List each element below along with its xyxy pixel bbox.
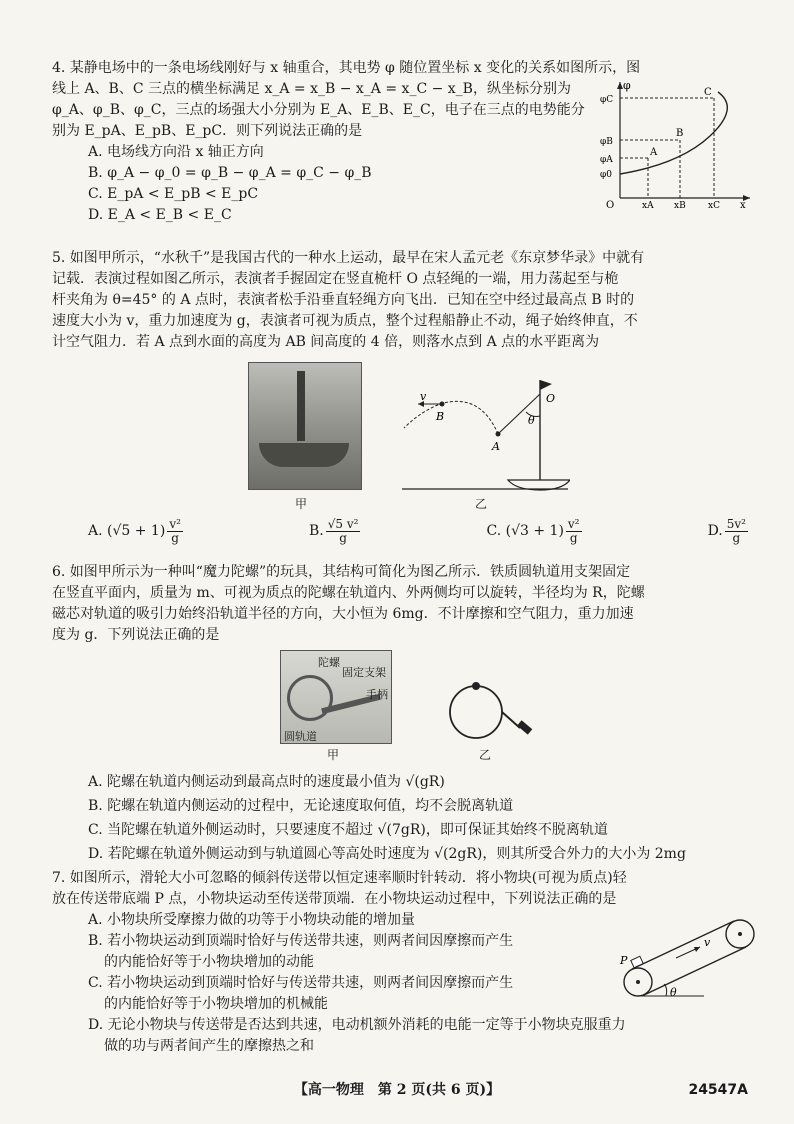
q6-option-c[interactable]: C. 当陀螺在轨道外侧运动时，只要速度不超过 √(7gR)，即可保证其始终不脱离轨道 bbox=[88, 822, 608, 838]
q4-graph-phiC: φC bbox=[600, 95, 614, 105]
q4-graph-xC: xC bbox=[708, 201, 720, 210]
q4-graph-point-b: B bbox=[676, 128, 684, 139]
q5-option-d[interactable]: D. $\frac{\text{5v²}}{g}$ bbox=[707, 517, 746, 545]
footer-code: 24547A bbox=[688, 1082, 748, 1098]
q6-option-b[interactable]: B. 陀螺在轨道内侧运动的过程中，无论速度取何值，均不会脱离轨道 bbox=[88, 798, 514, 814]
q6-caption-jia: 甲 bbox=[326, 748, 339, 762]
q4-graph-phiB: φB bbox=[600, 137, 613, 147]
q5-label-a: A bbox=[492, 440, 500, 453]
q7-diagram-conveyor bbox=[614, 916, 764, 1006]
q4-line-2: 线上 A、B、C 三点的横坐标满足 x_A = x_B − x_A = x_C − x_B，纵坐标分别为 bbox=[52, 81, 571, 97]
question-5 bbox=[52, 248, 762, 353]
q4-graph-phi-axis: φ bbox=[623, 79, 631, 92]
q4-option-a[interactable]: A. 电场线方向沿 x 轴正方向 bbox=[88, 144, 264, 160]
q6-options bbox=[52, 770, 762, 866]
q4-graph-xA: xA bbox=[642, 201, 654, 210]
q4-potential-graph bbox=[590, 78, 755, 210]
q4-option-d[interactable]: D. E_A < E_B < E_C bbox=[88, 207, 232, 223]
q6-line-4: 度为 g．下列说法正确的是 bbox=[52, 627, 220, 643]
q6-label-tuoluo: 陀螺 bbox=[318, 656, 340, 669]
q6-diagram-track bbox=[438, 672, 538, 744]
q4-line-1: 4. 某静电场中的一条电场线刚好与 x 轴重合，其电势 φ 随位置坐标 x 变化的关系如图所示，图 bbox=[52, 60, 641, 76]
q5-option-c[interactable]: C. (√3 + 1) $\frac{\text{v²}}{g}$ bbox=[486, 517, 580, 545]
q5-label-b: B bbox=[436, 410, 445, 423]
q6-line-1: 6. 如图甲所示为一种叫“魔力陀螺”的玩具，其结构可简化为图乙所示．铁质圆轨道用支架固定 bbox=[52, 564, 631, 580]
q6-line-2: 在竖直平面内，质量为 m、可视为质点的陀螺在轨道内、外两侧均可以旋转，半径均为 R，陀螺 bbox=[52, 585, 645, 601]
q4-graph-point-c: C bbox=[704, 87, 712, 98]
q4-graph-point-a: A bbox=[650, 147, 658, 158]
q7-option-c[interactable]: C. 若小物块运动到顶端时恰好与传送带共速，则两者间因摩擦而产生 bbox=[88, 975, 514, 991]
q4-option-c[interactable]: C. E_pA < E_pB < E_pC bbox=[88, 186, 259, 202]
q6-line-3: 磁芯对轨道的吸引力始终沿轨道半径的方向，大小恒为 6mg．不计摩擦和空气阻力，重力加速 bbox=[52, 606, 634, 622]
q5-line-5: 计空气阻力．若 A 点到水面的高度为 AB 间高度的 4 倍，则落水点到 A 点的水平距离为 bbox=[52, 334, 600, 350]
q5-label-o: O bbox=[546, 392, 556, 405]
q6-caption-yi: 乙 bbox=[478, 748, 491, 762]
q6-label-shoubing: 手柄 bbox=[366, 688, 388, 701]
q4-option-b[interactable]: B. φ_A − φ_0 = φ_B − φ_A = φ_C − φ_B bbox=[88, 165, 372, 181]
q7-option-d[interactable]: D. 无论小物块与传送带是否达到共速，电动机额外消耗的电能一定等于小物块克服重力 bbox=[88, 1017, 626, 1033]
q5-options bbox=[88, 518, 748, 545]
q5-diagram-swing bbox=[400, 372, 570, 492]
q7-option-d-cont: 做的功与两者间产生的摩擦热之和 bbox=[104, 1038, 314, 1054]
q7-option-b[interactable]: B. 若小物块运动到顶端时恰好与传送带共速，则两者间因摩擦而产生 bbox=[88, 933, 514, 949]
q6-label-guidao: 圆轨道 bbox=[284, 730, 317, 743]
q4-graph-x-axis: x bbox=[740, 200, 746, 210]
q5-option-b[interactable]: B. $\frac{\text{√5 v²}}{g}$ bbox=[308, 517, 359, 545]
q4-graph-phiA: φA bbox=[600, 155, 613, 165]
q7-option-c-cont: 的内能恰好等于小物块增加的机械能 bbox=[104, 996, 328, 1012]
q6-option-d[interactable]: D. 若陀螺在轨道外侧运动到与轨道圆心等高处时速度为 √(2gR)，则其所受合外力的大小为 2mg bbox=[88, 846, 686, 862]
q7-label-theta: θ bbox=[670, 986, 677, 999]
q6-option-a[interactable]: A. 陀螺在轨道内侧运动到最高点时的速度最小值为 √(gR) bbox=[88, 774, 445, 790]
q5-photo-water-swing bbox=[248, 362, 362, 490]
q5-label-theta: θ bbox=[528, 414, 535, 427]
q5-line-1: 5. 如图甲所示，“水秋千”是我国古代的一种水上运动，最早在宋人孟元老《东京梦华录》中就有 bbox=[52, 250, 645, 266]
q7-label-v: v bbox=[704, 936, 711, 949]
q5-line-3: 杆夹角为 θ=45° 的 A 点时，表演者松手沿垂直轻绳方向飞出．已知在空中经过最高点 B 时的 bbox=[52, 292, 635, 308]
question-6 bbox=[52, 562, 762, 646]
q5-line-2: 记载．表演过程如图乙所示，表演者手握固定在竖直桅杆 O 点轻绳的一端，用力荡起至与桅 bbox=[52, 271, 619, 287]
q5-caption-jia: 甲 bbox=[294, 497, 307, 511]
q5-label-v: v bbox=[420, 390, 427, 403]
q4-graph-origin: O bbox=[606, 200, 615, 210]
q7-label-p: P bbox=[620, 954, 628, 967]
q7-option-a[interactable]: A. 小物块所受摩擦力做的功等于小物块动能的增加量 bbox=[88, 912, 416, 928]
q5-line-4: 速度大小为 v，重力加速度为 g，表演者可视为质点，整个过程船静止不动，绳子始终伸直，不 bbox=[52, 313, 638, 329]
footer-page-info: 【高一物理 第 2 页(共 6 页)】 bbox=[293, 1082, 501, 1098]
q4-line-3: φ_A、φ_B、φ_C，三点的场强大小分别为 E_A、E_B、E_C，电子在三点的电势能分 bbox=[52, 102, 585, 118]
q4-line-4: 别为 E_pA、E_pB、E_pC．则下列说法正确的是 bbox=[52, 123, 363, 139]
q5-caption-yi: 乙 bbox=[474, 497, 487, 511]
q6-label-zhijia: 固定支架 bbox=[342, 666, 386, 679]
q7-line-2: 放在传送带底端 P 点，小物块运动至传送带顶端．在小物块运动过程中，下列说法正确的是 bbox=[52, 891, 617, 907]
q4-graph-phi0: φ0 bbox=[600, 170, 613, 180]
q5-option-a[interactable]: A. (√5 + 1) $\frac{\text{v²}}{g}$ bbox=[88, 517, 181, 545]
q7-option-b-cont: 的内能恰好等于小物块增加的动能 bbox=[104, 954, 314, 970]
q4-graph-xB: xB bbox=[674, 201, 686, 210]
q7-line-1: 7. 如图所示，滑轮大小可忽略的倾斜传送带以恒定速率顺时针转动．将小物块(可视为质点)轻 bbox=[52, 870, 627, 886]
